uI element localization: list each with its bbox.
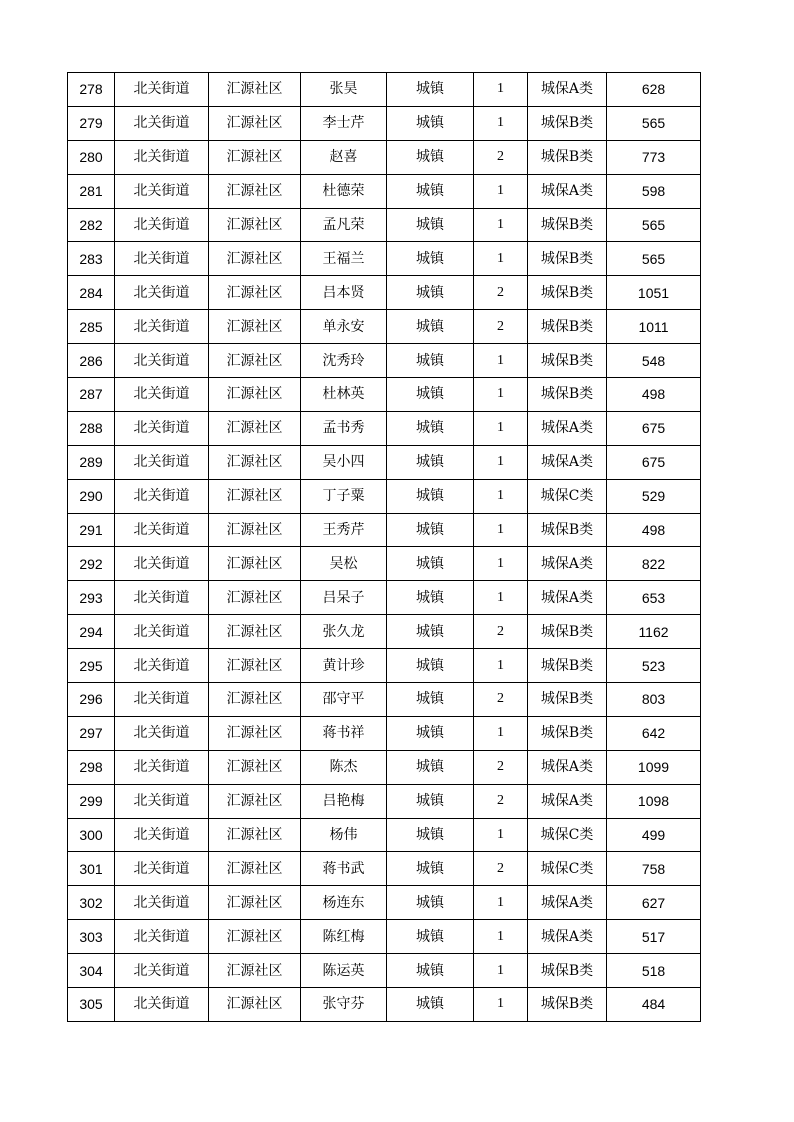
category-cell: 城保B类 [528, 683, 607, 717]
community-cell: 汇源社区 [209, 852, 301, 886]
area-type-cell: 城镇 [387, 750, 474, 784]
row-number-cell: 299 [68, 784, 115, 818]
household-size-cell: 2 [474, 615, 528, 649]
category-cell: 城保A类 [528, 73, 607, 107]
name-cell: 吕艳梅 [301, 784, 387, 818]
household-size-cell: 1 [474, 886, 528, 920]
street-cell: 北关街道 [115, 716, 209, 750]
table-row [68, 852, 701, 886]
row-number-cell: 302 [68, 886, 115, 920]
community-cell: 汇源社区 [209, 208, 301, 242]
roster-table [67, 72, 701, 1022]
name-cell: 杜林英 [301, 378, 387, 412]
table-row [68, 920, 701, 954]
table-row [68, 784, 701, 818]
area-type-cell: 城镇 [387, 920, 474, 954]
community-cell: 汇源社区 [209, 784, 301, 818]
area-type-cell: 城镇 [387, 208, 474, 242]
name-cell: 邵守平 [301, 683, 387, 717]
street-cell: 北关街道 [115, 886, 209, 920]
table-row [68, 954, 701, 988]
area-type-cell: 城镇 [387, 479, 474, 513]
street-cell: 北关街道 [115, 73, 209, 107]
category-cell: 城保A类 [528, 920, 607, 954]
street-cell: 北关街道 [115, 954, 209, 988]
community-cell: 汇源社区 [209, 818, 301, 852]
amount-cell: 1011 [607, 310, 701, 344]
street-cell: 北关街道 [115, 344, 209, 378]
area-type-cell: 城镇 [387, 547, 474, 581]
name-cell: 黄计珍 [301, 649, 387, 683]
street-cell: 北关街道 [115, 208, 209, 242]
name-cell: 杨伟 [301, 818, 387, 852]
category-cell: 城保B类 [528, 513, 607, 547]
street-cell: 北关街道 [115, 174, 209, 208]
street-cell: 北关街道 [115, 378, 209, 412]
category-cell: 城保B类 [528, 378, 607, 412]
amount-cell: 498 [607, 513, 701, 547]
area-type-cell: 城镇 [387, 852, 474, 886]
category-cell: 城保A类 [528, 886, 607, 920]
community-cell: 汇源社区 [209, 547, 301, 581]
area-type-cell: 城镇 [387, 411, 474, 445]
row-number-cell: 290 [68, 479, 115, 513]
community-cell: 汇源社区 [209, 649, 301, 683]
street-cell: 北关街道 [115, 784, 209, 818]
street-cell: 北关街道 [115, 242, 209, 276]
category-cell: 城保B类 [528, 954, 607, 988]
community-cell: 汇源社区 [209, 615, 301, 649]
table-row [68, 615, 701, 649]
table-row [68, 344, 701, 378]
row-number-cell: 297 [68, 716, 115, 750]
name-cell: 吴小四 [301, 445, 387, 479]
household-size-cell: 1 [474, 818, 528, 852]
area-type-cell: 城镇 [387, 174, 474, 208]
table-row [68, 818, 701, 852]
amount-cell: 822 [607, 547, 701, 581]
street-cell: 北关街道 [115, 581, 209, 615]
category-cell: 城保C类 [528, 852, 607, 886]
street-cell: 北关街道 [115, 683, 209, 717]
household-size-cell: 1 [474, 174, 528, 208]
street-cell: 北关街道 [115, 988, 209, 1022]
amount-cell: 627 [607, 886, 701, 920]
community-cell: 汇源社区 [209, 886, 301, 920]
table-row [68, 445, 701, 479]
area-type-cell: 城镇 [387, 716, 474, 750]
area-type-cell: 城镇 [387, 683, 474, 717]
community-cell: 汇源社区 [209, 581, 301, 615]
name-cell: 孟凡荣 [301, 208, 387, 242]
household-size-cell: 2 [474, 784, 528, 818]
amount-cell: 628 [607, 73, 701, 107]
street-cell: 北关街道 [115, 513, 209, 547]
area-type-cell: 城镇 [387, 988, 474, 1022]
table-row [68, 683, 701, 717]
row-number-cell: 280 [68, 140, 115, 174]
amount-cell: 675 [607, 411, 701, 445]
row-number-cell: 285 [68, 310, 115, 344]
amount-cell: 565 [607, 208, 701, 242]
street-cell: 北关街道 [115, 547, 209, 581]
community-cell: 汇源社区 [209, 411, 301, 445]
street-cell: 北关街道 [115, 750, 209, 784]
row-number-cell: 288 [68, 411, 115, 445]
name-cell: 张守芬 [301, 988, 387, 1022]
street-cell: 北关街道 [115, 818, 209, 852]
amount-cell: 675 [607, 445, 701, 479]
table-row [68, 276, 701, 310]
amount-cell: 1099 [607, 750, 701, 784]
row-number-cell: 284 [68, 276, 115, 310]
name-cell: 陈红梅 [301, 920, 387, 954]
name-cell: 李士芹 [301, 106, 387, 140]
street-cell: 北关街道 [115, 920, 209, 954]
community-cell: 汇源社区 [209, 378, 301, 412]
area-type-cell: 城镇 [387, 276, 474, 310]
community-cell: 汇源社区 [209, 920, 301, 954]
household-size-cell: 1 [474, 208, 528, 242]
household-size-cell: 2 [474, 276, 528, 310]
category-cell: 城保B类 [528, 649, 607, 683]
street-cell: 北关街道 [115, 140, 209, 174]
amount-cell: 598 [607, 174, 701, 208]
name-cell: 蒋书祥 [301, 716, 387, 750]
row-number-cell: 286 [68, 344, 115, 378]
area-type-cell: 城镇 [387, 445, 474, 479]
row-number-cell: 305 [68, 988, 115, 1022]
amount-cell: 565 [607, 106, 701, 140]
category-cell: 城保A类 [528, 784, 607, 818]
area-type-cell: 城镇 [387, 140, 474, 174]
category-cell: 城保C类 [528, 479, 607, 513]
amount-cell: 518 [607, 954, 701, 988]
name-cell: 杜德荣 [301, 174, 387, 208]
name-cell: 蒋书武 [301, 852, 387, 886]
category-cell: 城保B类 [528, 208, 607, 242]
area-type-cell: 城镇 [387, 106, 474, 140]
amount-cell: 517 [607, 920, 701, 954]
name-cell: 吕呆子 [301, 581, 387, 615]
row-number-cell: 300 [68, 818, 115, 852]
table-row [68, 479, 701, 513]
community-cell: 汇源社区 [209, 73, 301, 107]
row-number-cell: 294 [68, 615, 115, 649]
table-row [68, 988, 701, 1022]
name-cell: 吕本贤 [301, 276, 387, 310]
area-type-cell: 城镇 [387, 310, 474, 344]
name-cell: 沈秀玲 [301, 344, 387, 378]
table-row [68, 886, 701, 920]
household-size-cell: 1 [474, 513, 528, 547]
table-row [68, 208, 701, 242]
table-row [68, 310, 701, 344]
row-number-cell: 279 [68, 106, 115, 140]
name-cell: 赵喜 [301, 140, 387, 174]
name-cell: 丁子粟 [301, 479, 387, 513]
name-cell: 杨连东 [301, 886, 387, 920]
table-row [68, 378, 701, 412]
area-type-cell: 城镇 [387, 886, 474, 920]
household-size-cell: 2 [474, 683, 528, 717]
amount-cell: 1162 [607, 615, 701, 649]
area-type-cell: 城镇 [387, 73, 474, 107]
row-number-cell: 287 [68, 378, 115, 412]
category-cell: 城保B类 [528, 140, 607, 174]
household-size-cell: 1 [474, 106, 528, 140]
household-size-cell: 1 [474, 479, 528, 513]
community-cell: 汇源社区 [209, 683, 301, 717]
row-number-cell: 295 [68, 649, 115, 683]
community-cell: 汇源社区 [209, 750, 301, 784]
street-cell: 北关街道 [115, 649, 209, 683]
table-row [68, 547, 701, 581]
area-type-cell: 城镇 [387, 513, 474, 547]
household-size-cell: 1 [474, 649, 528, 683]
table-row [68, 73, 701, 107]
amount-cell: 499 [607, 818, 701, 852]
household-size-cell: 1 [474, 920, 528, 954]
household-size-cell: 1 [474, 716, 528, 750]
table-row [68, 513, 701, 547]
household-size-cell: 1 [474, 242, 528, 276]
row-number-cell: 304 [68, 954, 115, 988]
community-cell: 汇源社区 [209, 276, 301, 310]
amount-cell: 642 [607, 716, 701, 750]
community-cell: 汇源社区 [209, 988, 301, 1022]
amount-cell: 565 [607, 242, 701, 276]
community-cell: 汇源社区 [209, 716, 301, 750]
area-type-cell: 城镇 [387, 818, 474, 852]
amount-cell: 803 [607, 683, 701, 717]
name-cell: 孟书秀 [301, 411, 387, 445]
household-size-cell: 2 [474, 140, 528, 174]
row-number-cell: 293 [68, 581, 115, 615]
amount-cell: 758 [607, 852, 701, 886]
household-size-cell: 2 [474, 750, 528, 784]
street-cell: 北关街道 [115, 445, 209, 479]
row-number-cell: 278 [68, 73, 115, 107]
area-type-cell: 城镇 [387, 378, 474, 412]
street-cell: 北关街道 [115, 276, 209, 310]
row-number-cell: 296 [68, 683, 115, 717]
row-number-cell: 289 [68, 445, 115, 479]
row-number-cell: 303 [68, 920, 115, 954]
name-cell: 单永安 [301, 310, 387, 344]
area-type-cell: 城镇 [387, 581, 474, 615]
table-row [68, 106, 701, 140]
household-size-cell: 1 [474, 378, 528, 412]
community-cell: 汇源社区 [209, 106, 301, 140]
amount-cell: 484 [607, 988, 701, 1022]
row-number-cell: 298 [68, 750, 115, 784]
name-cell: 王福兰 [301, 242, 387, 276]
roster-table-body [68, 73, 701, 1022]
street-cell: 北关街道 [115, 106, 209, 140]
category-cell: 城保B类 [528, 988, 607, 1022]
amount-cell: 523 [607, 649, 701, 683]
household-size-cell: 1 [474, 445, 528, 479]
row-number-cell: 281 [68, 174, 115, 208]
community-cell: 汇源社区 [209, 479, 301, 513]
category-cell: 城保B类 [528, 242, 607, 276]
area-type-cell: 城镇 [387, 242, 474, 276]
row-number-cell: 282 [68, 208, 115, 242]
category-cell: 城保B类 [528, 344, 607, 378]
category-cell: 城保B类 [528, 310, 607, 344]
household-size-cell: 1 [474, 581, 528, 615]
name-cell: 陈运英 [301, 954, 387, 988]
household-size-cell: 2 [474, 310, 528, 344]
amount-cell: 653 [607, 581, 701, 615]
table-row [68, 581, 701, 615]
area-type-cell: 城镇 [387, 649, 474, 683]
row-number-cell: 291 [68, 513, 115, 547]
household-size-cell: 1 [474, 954, 528, 988]
community-cell: 汇源社区 [209, 174, 301, 208]
street-cell: 北关街道 [115, 852, 209, 886]
community-cell: 汇源社区 [209, 344, 301, 378]
category-cell: 城保A类 [528, 411, 607, 445]
amount-cell: 498 [607, 378, 701, 412]
household-size-cell: 1 [474, 988, 528, 1022]
name-cell: 陈杰 [301, 750, 387, 784]
community-cell: 汇源社区 [209, 954, 301, 988]
category-cell: 城保A类 [528, 581, 607, 615]
street-cell: 北关街道 [115, 615, 209, 649]
name-cell: 张久龙 [301, 615, 387, 649]
area-type-cell: 城镇 [387, 615, 474, 649]
community-cell: 汇源社区 [209, 513, 301, 547]
table-row [68, 716, 701, 750]
street-cell: 北关街道 [115, 310, 209, 344]
category-cell: 城保B类 [528, 716, 607, 750]
category-cell: 城保B类 [528, 276, 607, 310]
table-row [68, 750, 701, 784]
street-cell: 北关街道 [115, 411, 209, 445]
community-cell: 汇源社区 [209, 310, 301, 344]
community-cell: 汇源社区 [209, 445, 301, 479]
category-cell: 城保C类 [528, 818, 607, 852]
name-cell: 王秀芹 [301, 513, 387, 547]
household-size-cell: 1 [474, 344, 528, 378]
household-size-cell: 1 [474, 411, 528, 445]
table-row [68, 411, 701, 445]
category-cell: 城保A类 [528, 750, 607, 784]
area-type-cell: 城镇 [387, 344, 474, 378]
household-size-cell: 2 [474, 852, 528, 886]
household-size-cell: 1 [474, 547, 528, 581]
row-number-cell: 301 [68, 852, 115, 886]
amount-cell: 1051 [607, 276, 701, 310]
table-row [68, 649, 701, 683]
amount-cell: 548 [607, 344, 701, 378]
row-number-cell: 283 [68, 242, 115, 276]
amount-cell: 773 [607, 140, 701, 174]
category-cell: 城保A类 [528, 547, 607, 581]
category-cell: 城保B类 [528, 615, 607, 649]
name-cell: 吴松 [301, 547, 387, 581]
amount-cell: 1098 [607, 784, 701, 818]
category-cell: 城保A类 [528, 174, 607, 208]
street-cell: 北关街道 [115, 479, 209, 513]
table-row [68, 174, 701, 208]
household-size-cell: 1 [474, 73, 528, 107]
amount-cell: 529 [607, 479, 701, 513]
category-cell: 城保A类 [528, 445, 607, 479]
community-cell: 汇源社区 [209, 242, 301, 276]
area-type-cell: 城镇 [387, 784, 474, 818]
category-cell: 城保B类 [528, 106, 607, 140]
community-cell: 汇源社区 [209, 140, 301, 174]
area-type-cell: 城镇 [387, 954, 474, 988]
name-cell: 张昊 [301, 73, 387, 107]
row-number-cell: 292 [68, 547, 115, 581]
table-row [68, 242, 701, 276]
table-row [68, 140, 701, 174]
